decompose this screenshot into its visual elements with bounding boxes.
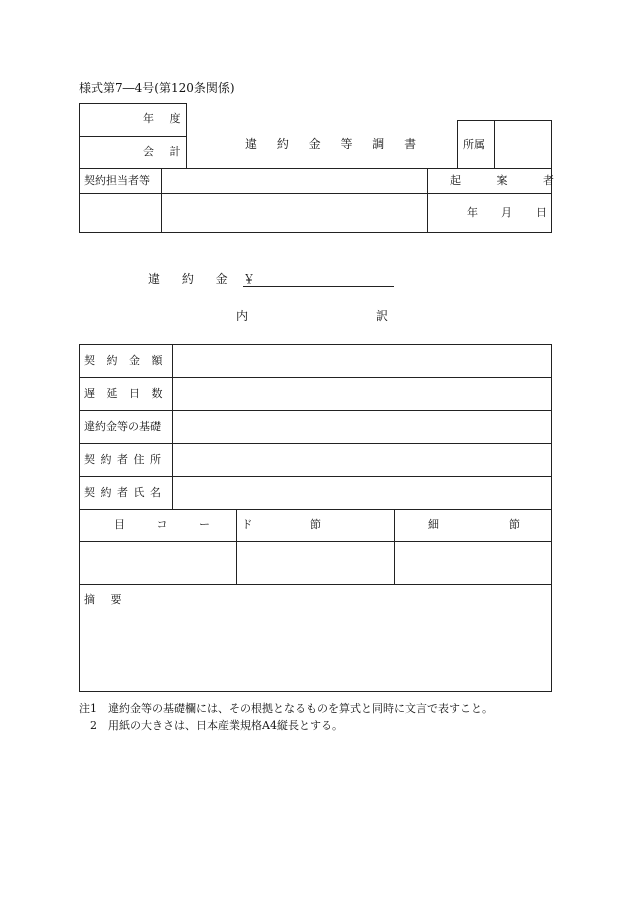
penalty-label: 違 約 金 [148,272,237,286]
divider [79,443,552,444]
divider [161,168,162,233]
code-field[interactable] [81,543,235,583]
document-title: 違 約 金 等 調 書 [245,137,425,151]
note-1-text: 違約金等の基礎欄には、その根拠となるものを算式と同時に文言で表すこと。 [108,702,493,715]
note-2-text: 用紙の大きさは、日本産業規格A4縦長とする。 [108,719,343,732]
tekiyo-label: 摘 要 [84,593,128,606]
saisetsu-header-1: 細 [428,518,439,531]
row-label-delay-days: 遅 延 日 数 [84,387,167,400]
divider [79,584,552,585]
divider [172,344,173,509]
nendo-label: 年 度 [143,112,187,125]
saisetsu-header-2: 節 [509,518,520,531]
row-label-contractor-name: 契 約 者 氏 名 [84,486,162,499]
divider [79,476,552,477]
row-label-contractor-address: 契 約 者 住 所 [84,453,162,466]
note-1-number: 注1 [79,702,97,715]
shozoku-field[interactable] [496,122,550,167]
tantosha-label: 契約担当者等 [84,174,150,187]
breakdown-wake: 訳 [376,309,389,323]
divider [79,136,187,137]
code-header: 目 コ ー ド [114,518,267,531]
form-number: 様式第7―4号(第120条関係) [79,81,235,95]
divider [427,168,428,233]
delay-days-field[interactable] [175,379,550,409]
saisetsu-field[interactable] [396,543,550,583]
row-label-contract-amount: 契 約 金 額 [84,354,167,367]
day-label: 日 [536,206,547,219]
kian-label: 起 案 者 [450,174,570,187]
yen-symbol: ￥ [243,272,256,286]
contractor-address-field[interactable] [175,445,550,475]
tantosha-field[interactable] [163,170,425,192]
amount-underline [243,286,394,287]
kaikei-label: 会 計 [143,145,187,158]
divider [494,120,495,169]
divider [394,509,395,584]
year-label: 年 [467,206,478,219]
shozoku-label: 所属 [463,138,485,151]
penalty-basis-field[interactable] [175,412,550,442]
divider [79,410,552,411]
contract-amount-field[interactable] [175,346,550,376]
setsu-header: 節 [310,518,321,531]
breakdown-uchi: 内 [236,309,249,323]
contractor-name-field[interactable] [175,478,550,508]
divider [79,541,552,542]
month-label: 月 [501,206,512,219]
divider [79,509,552,510]
penalty-amount-field[interactable] [258,270,393,286]
tantosha-detail-field[interactable] [163,195,425,231]
divider [79,193,552,194]
setsu-field[interactable] [238,543,393,583]
note-2-number: 2 [90,719,97,732]
tantosha-name-field[interactable] [81,195,160,231]
row-label-penalty-basis: 違約金等の基礎 [84,420,161,433]
divider [79,377,552,378]
tekiyo-field[interactable] [81,610,550,690]
